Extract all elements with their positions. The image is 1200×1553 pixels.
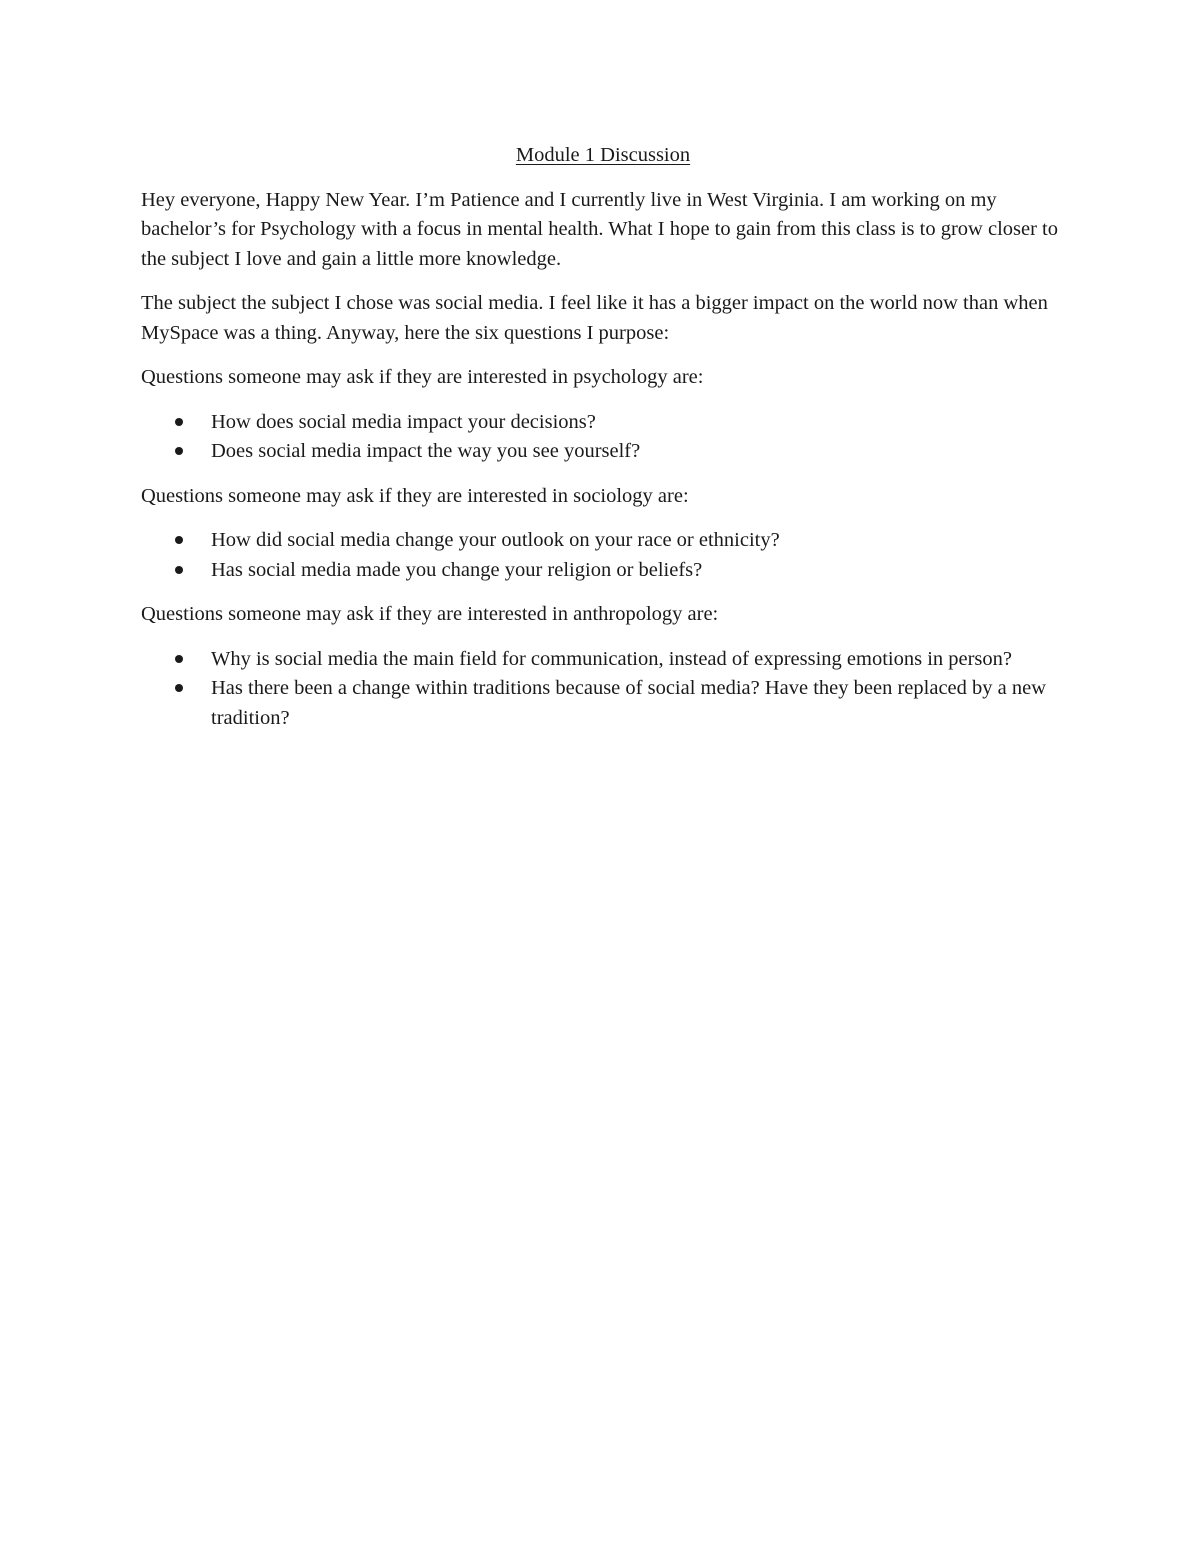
sociology-heading: Questions someone may ask if they are interested in sociology are:: [141, 484, 689, 507]
psychology-heading: Questions someone may ask if they are interested in psychology are:: [141, 366, 704, 388]
list-item: [141, 674, 1065, 733]
bullet-icon: [175, 655, 183, 663]
question-text: How did social media change your outlook on your race or ethnicity?: [211, 529, 780, 551]
anthropology-question-list: [141, 645, 1065, 734]
question-text: Why is social media the main field for communication, instead of expressing emotions in person?: [211, 647, 1013, 670]
bullet-icon: [175, 536, 183, 544]
question-text: Has social media made you change your religion or beliefs?: [211, 558, 703, 581]
anthropology-heading: Questions someone may ask if they are interested in anthropology are:: [141, 603, 719, 625]
question-text: Has there been a change within traditions because of social media? Have they been replaced by a new tradition?: [211, 677, 1047, 729]
sociology-question-list: [141, 526, 1065, 585]
bullet-icon: [175, 447, 183, 455]
bullet-icon: [175, 566, 183, 574]
bullet-icon: [175, 684, 183, 692]
list-item: [141, 437, 1065, 467]
list-item: [141, 556, 1065, 586]
document-body: [141, 141, 1065, 748]
intro-paragraph: Hey everyone, Happy New Year. I’m Patience and I currently live in West Virginia. I am working on my bachelor’s for Psychology with a focus in mental health. What I hope to gain from this class is to grow closer to the subject I love and gain a little more knowledge.: [141, 188, 1058, 270]
list-item: [141, 526, 1065, 556]
question-text: How does social media impact your decisions?: [211, 410, 596, 433]
document-title: Module 1 Discussion: [515, 144, 691, 166]
list-item: [141, 645, 1065, 675]
list-item: [141, 408, 1065, 438]
bullet-icon: [175, 418, 183, 426]
question-text: Does social media impact the way you see yourself?: [211, 440, 641, 462]
subject-paragraph: The subject the subject I chose was social media. I feel like it has a bigger impact on the world now than when MySpace was a thing. Anyway, here the six questions I purpose:: [141, 292, 1048, 344]
psychology-question-list: [141, 408, 1065, 467]
